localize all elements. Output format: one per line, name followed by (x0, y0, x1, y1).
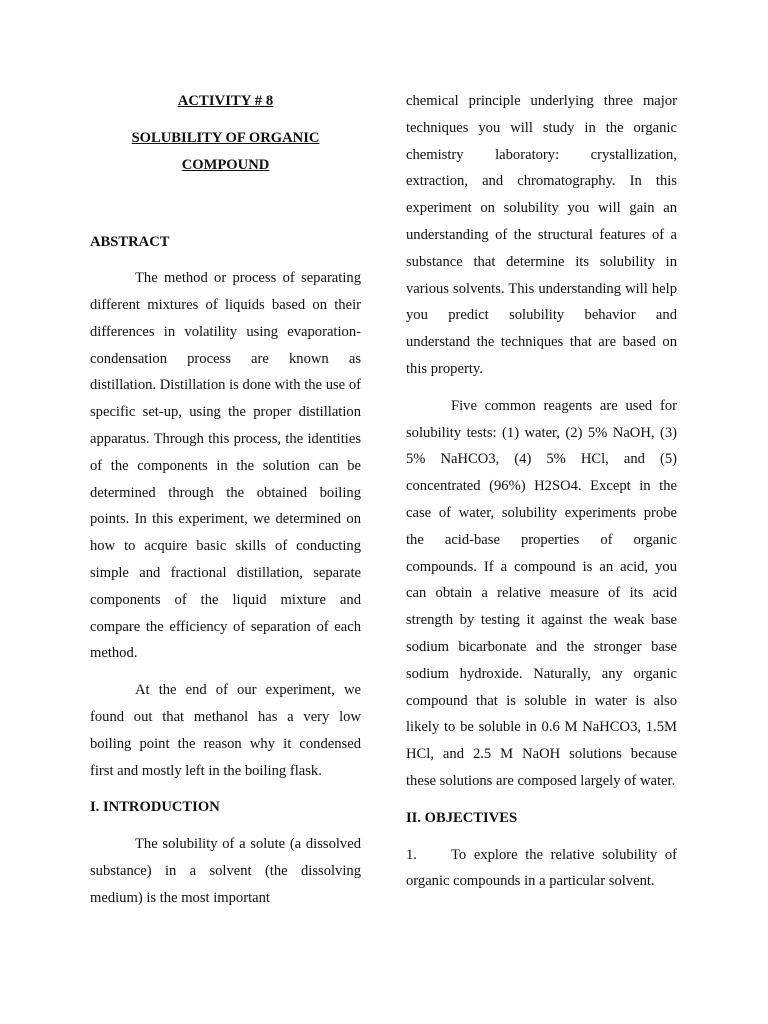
introduction-paragraph-2: Five common reagents are used for solubility tests: (1) water, (2) 5% NaOH, (3) 5% NaHCO3, (4) 5% HCl, and (5) concentrated (96%) H2SO4. Except in the case of water, solubility experiments probe the acid-base properties of organic compounds. If a compound is an acid, you can obtain a relative measure of its acid strength by testing it against the weak base sodium bicarbonate and the stronger base sodium hydroxide. Naturally, any organic compound that is soluble in water is also likely to be soluble in 0.6 M NaHCO3, 1.5M HCl, and 2.5 M NaOH solutions because these solutions are composed largely of water. (406, 397, 677, 789)
document-title-line-1: SOLUBILITY OF ORGANIC (131, 129, 320, 146)
introduction-paragraph-1-continued: chemical principle underlying three major techniques you will study in the organic chemistry laboratory: crystallization, extraction, and chromatography. In this experiment on solubility you will gain an understanding of the structural features of a substance that determine its solubility in various solvents. This understanding will help you predict solubility behavior and understand the techniques that are based on this property. (406, 93, 677, 377)
objectives-heading: II. OBJECTIVES (406, 809, 518, 826)
right-column (406, 88, 677, 895)
introduction-paragraph-1-start: The solubility of a solute (a dissolved substance) in a solvent (the dissolving medium) is the most important (90, 836, 361, 906)
abstract-paragraph-2: At the end of our experiment, we found out that methanol has a very low boiling point the reason why it condensed first and mostly left in the boiling flask. (90, 682, 361, 779)
objective-item-text: To explore the relative solubility of organic compounds in a particular solvent. (406, 846, 677, 890)
activity-number: ACTIVITY # 8 (177, 93, 274, 109)
document-title-line-2: COMPOUND (181, 156, 270, 173)
left-column (90, 88, 361, 912)
objective-item-1 (406, 842, 677, 896)
introduction-heading: I. INTRODUCTION (90, 799, 220, 816)
abstract-heading: ABSTRACT (90, 234, 170, 251)
abstract-paragraph-1: The method or process of separating different mixtures of liquids based on their differences in volatility using evaporation-condensation process are known as distillation. Distillation is done with the use of specific set-up, using the proper distillation apparatus. Through this process, the identities of the components in the solution can be determined through the obtained boiling points. In this experiment, we determined on how to acquire basic skills of conducting simple and fractional distillation, separate components of the liquid mixture and compare the efficiency of separation of each method. (90, 270, 361, 662)
objective-item-number: 1. (406, 846, 417, 863)
